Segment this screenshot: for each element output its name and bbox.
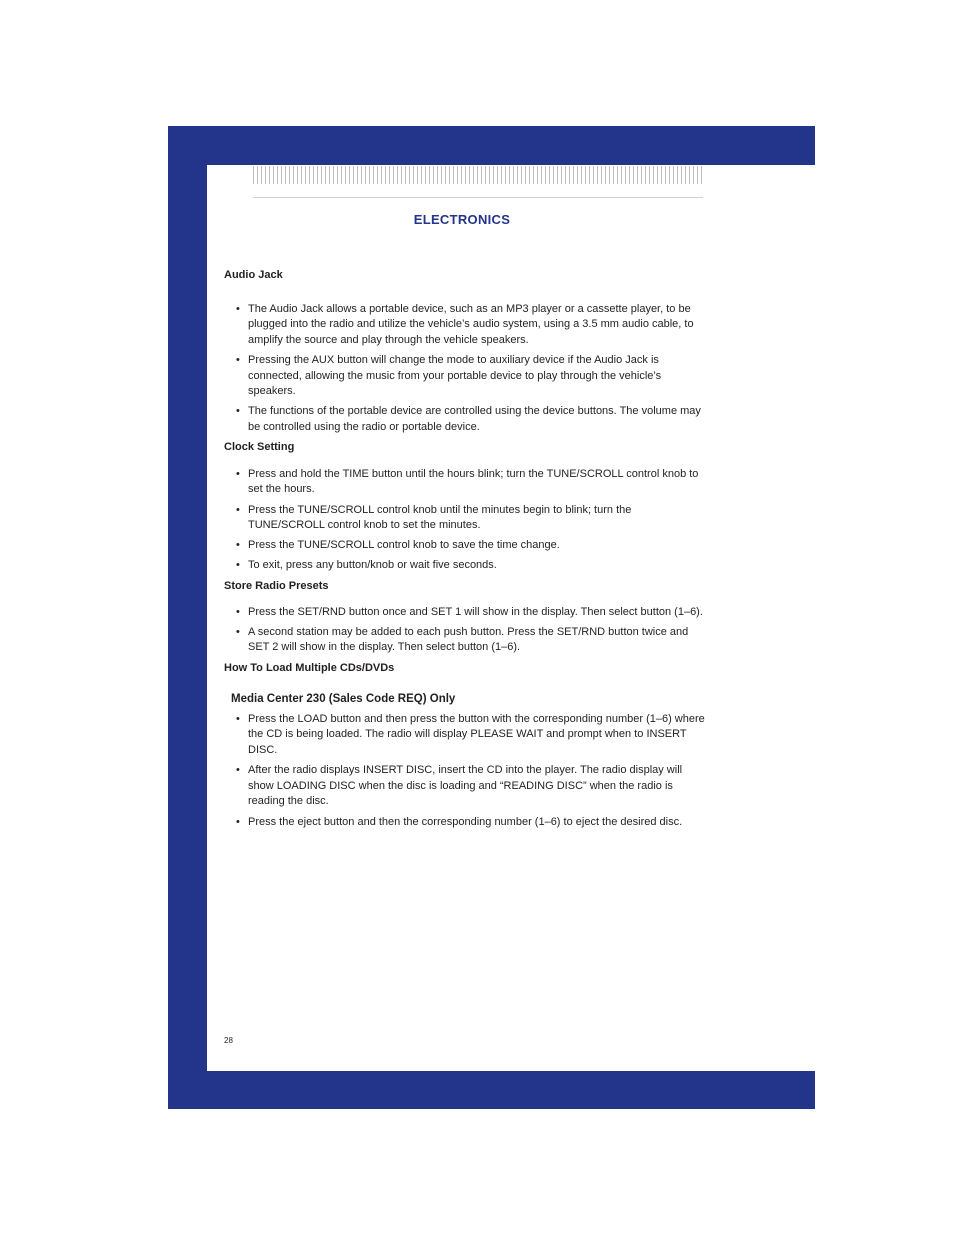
list-item: • Pressing the AUX button will change the mode to auxiliary device if the Audio Jack is connected, allowing the music from your portable device to play through the vehicle’s speakers. xyxy=(224,353,709,400)
page-number: 28 xyxy=(224,1036,233,1045)
subsection-heading: Media Center 230 (Sales Code REQ) Only xyxy=(231,693,456,706)
list-item: • Press the TUNE/SCROLL control knob to save the time change. xyxy=(224,538,709,554)
list-item: • Press and hold the TIME button until the hours blink; turn the TUNE/SCROLL control knob to set the hours. xyxy=(224,467,709,498)
section-heading: Clock Setting xyxy=(224,441,295,454)
decorative-rule-strip xyxy=(253,166,703,184)
list-item: • A second station may be added to each push button. Press the SET/RND button twice and SET 2 will show in the display. Then select button (1–6). xyxy=(224,625,709,656)
section-heading: How To Load Multiple CDs/DVDs xyxy=(224,661,395,674)
list-item: • Press the SET/RND button once and SET 1 will show in the display. Then select button (1–6). xyxy=(224,605,709,621)
section-audio-jack xyxy=(224,268,709,436)
bullet-list xyxy=(224,467,709,574)
list-item: • Press the TUNE/SCROLL control knob until the minutes begin to blink; turn the TUNE/SCROLL control knob to set the minutes. xyxy=(224,503,709,534)
section-clock-setting xyxy=(224,440,709,574)
bullet-list xyxy=(224,605,709,656)
list-item: • Press the LOAD button and then press the button with the corresponding number (1–6) where the CD is being loaded. The radio will display PLEASE WAIT and prompt when to INSERT DISC. xyxy=(224,712,709,759)
list-item: • The Audio Jack allows a portable device, such as an MP3 player or a cassette player, to be plugged into the radio and utilize the vehicle’s audio system, using a 3.5 mm audio cable, to amplify the source and play through the vehicle speakers. xyxy=(224,302,709,349)
header-divider xyxy=(253,197,703,198)
list-item: • Press the eject button and then the corresponding number (1–6) to eject the desired disc. xyxy=(224,815,709,831)
bullet-list xyxy=(224,302,709,436)
section-store-radio-presets xyxy=(224,579,709,656)
list-item: • After the radio displays INSERT DISC, insert the CD into the player. The radio display will show LOADING DISC when the disc is loading and “READING DISC” when the radio is reading the disc. xyxy=(224,763,709,810)
list-item: • The functions of the portable device are controlled using the device buttons. The volume may be controlled using the radio or portable device. xyxy=(224,404,709,435)
section-title: ELECTRONICS xyxy=(413,212,511,227)
bullet-list xyxy=(224,712,709,830)
content xyxy=(224,268,709,835)
section-heading: Store Radio Presets xyxy=(224,580,329,593)
section-load-multiple-cds xyxy=(224,661,709,831)
list-item: • To exit, press any button/knob or wait five seconds. xyxy=(224,558,709,574)
section-heading: Audio Jack xyxy=(224,269,283,281)
